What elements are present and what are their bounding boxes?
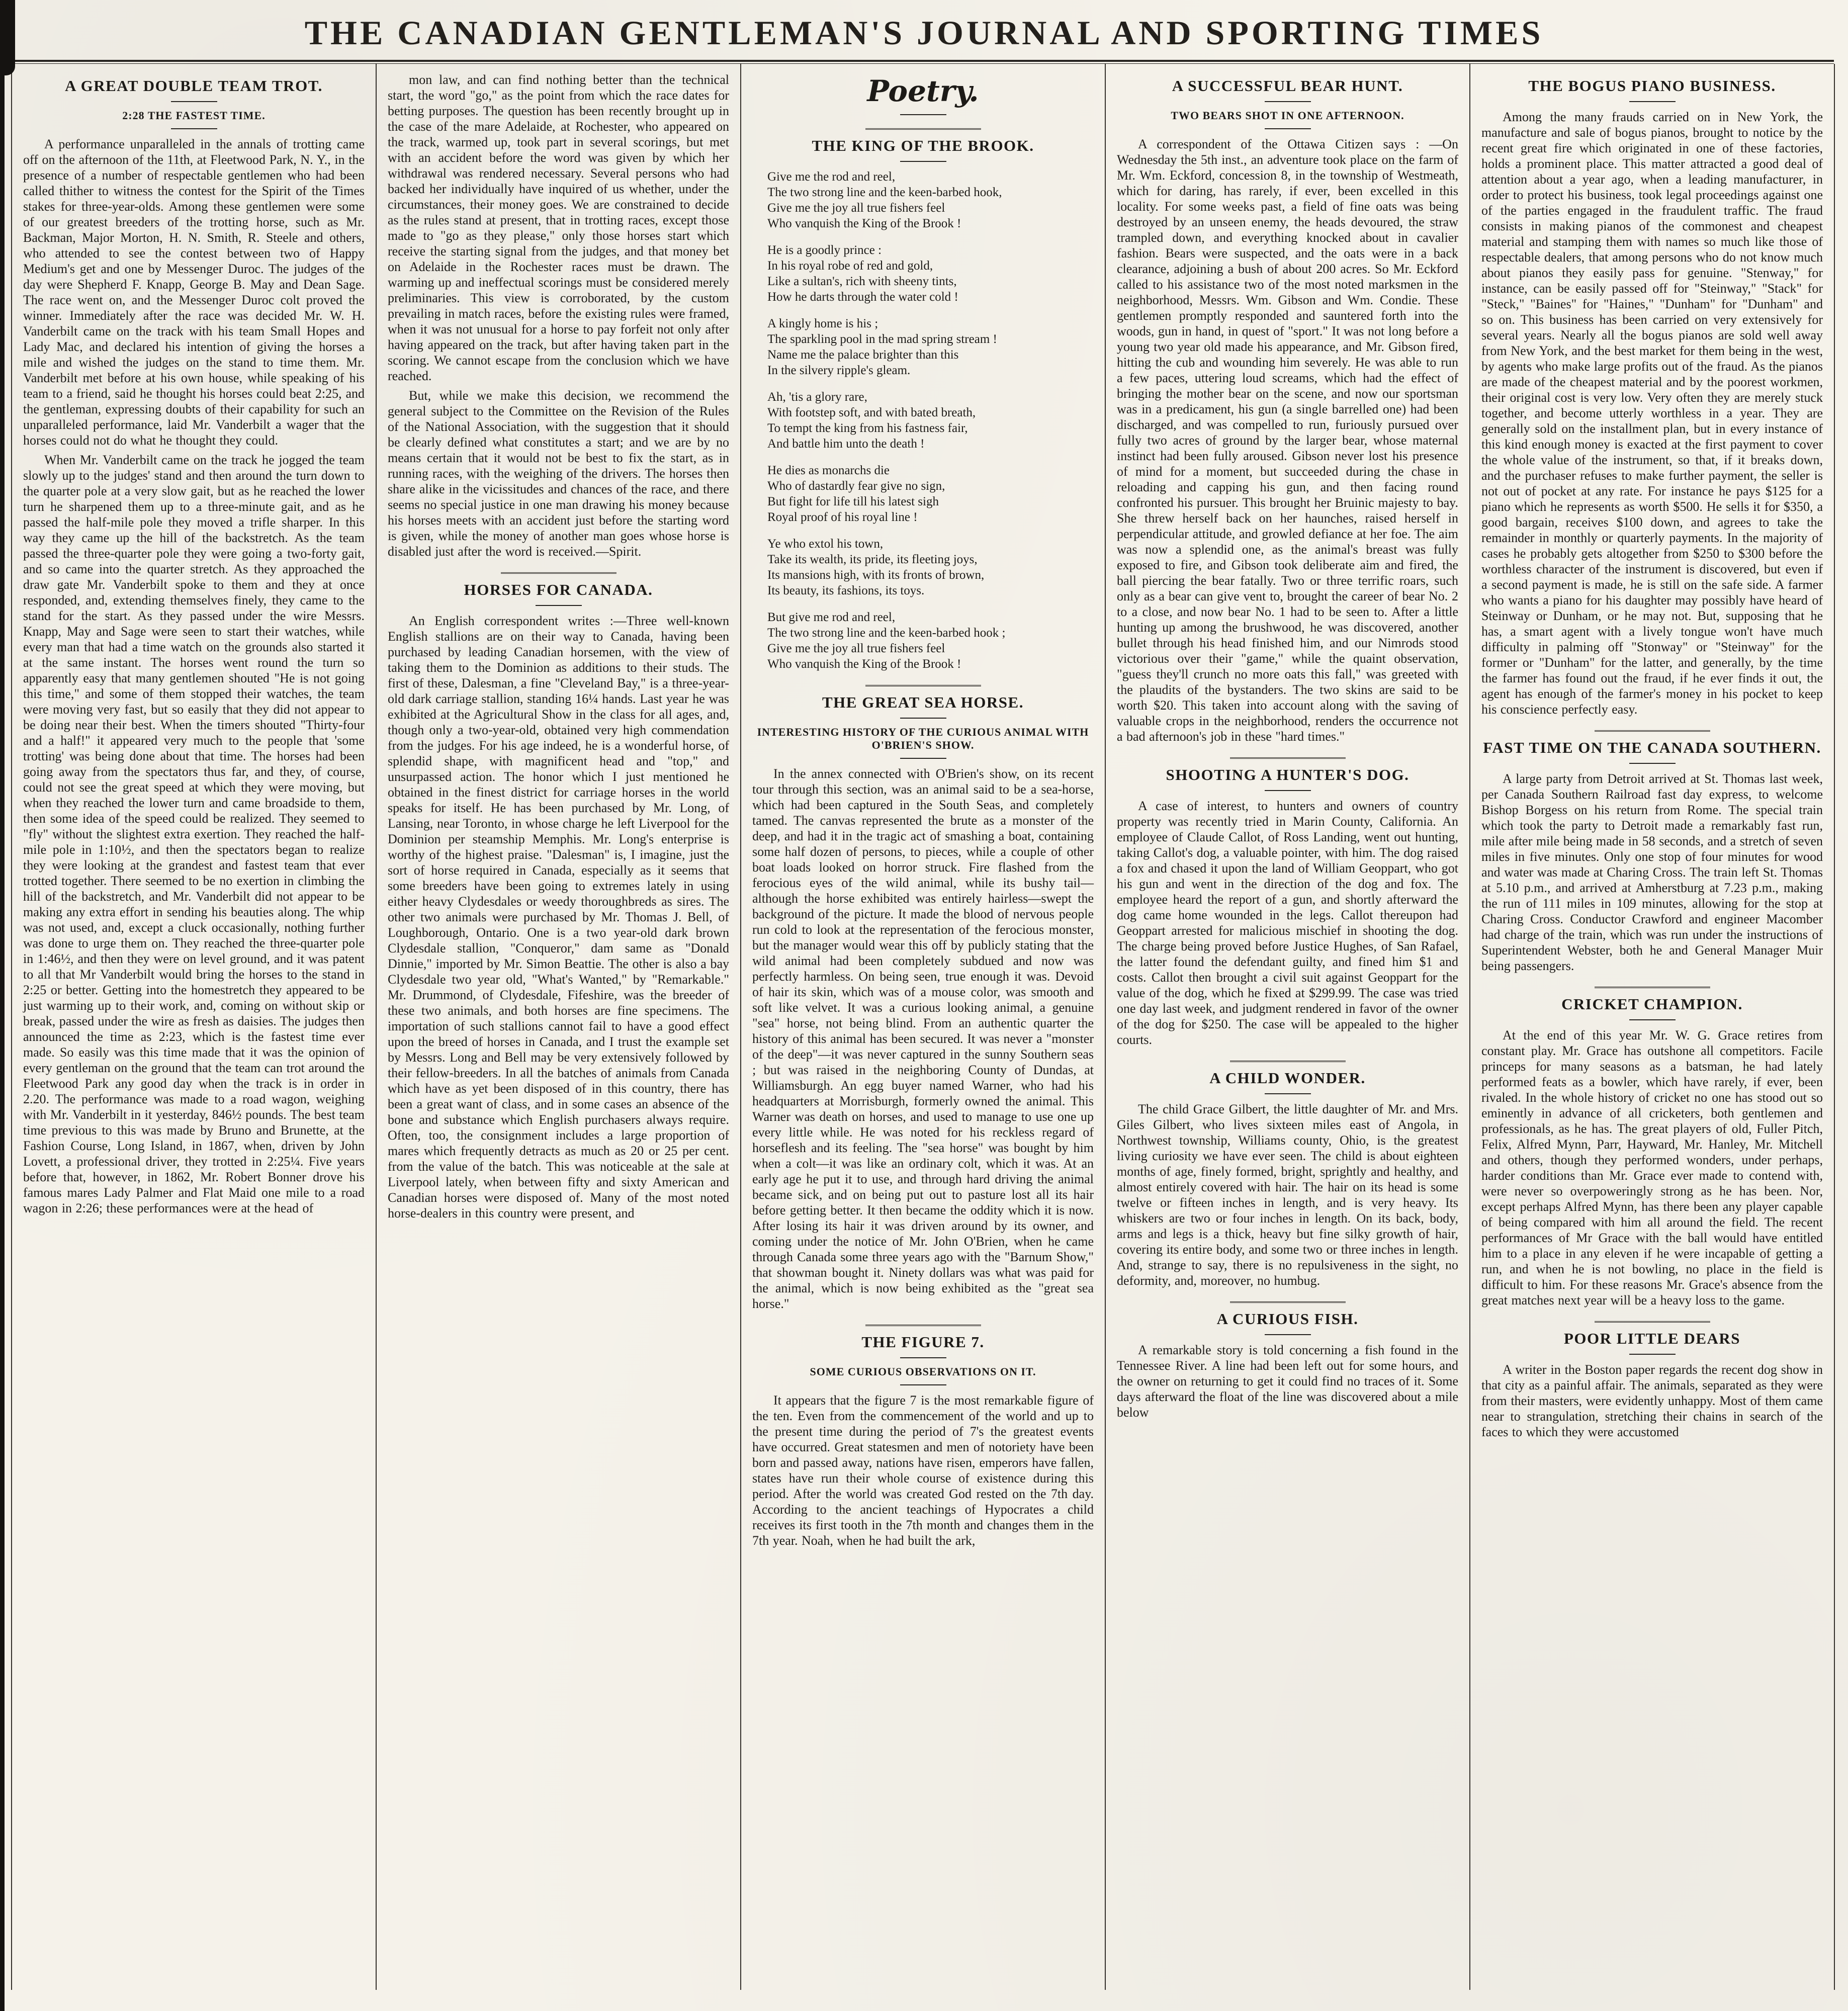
headline-rule <box>900 161 946 162</box>
headline-rule <box>536 605 582 606</box>
masthead <box>0 0 1848 60</box>
article-headline: A SUCCESSFUL BEAR HUNT. <box>1172 77 1403 95</box>
scan-corner-blot <box>0 0 15 75</box>
article-subhead: SOME CURIOUS OBSERVATIONS ON IT. <box>810 1365 1036 1378</box>
article-divider <box>865 1325 981 1326</box>
poem-line: The two strong line and the keen-barbed hook ; <box>767 626 1006 640</box>
article-paragraph: At the end of this year Mr. W. G. Grace retires from constant play. Mr. Grace has outshone all competitors. Facile princeps for many seasons as a batsman, he had lately performed feats as a bowler, which have rarely, if ever, been rivaled. In the whole history of cricket no one has stood out so eminently in advance of all cricketers, both gentlemen and professionals, as he has. The great players of old, Fuller Pitch, Felix, Alfred Mynn, Parr, Hayward, Mr. Hanley, Mr. Mitchell and others, though they performed wonders, under perhaps, harder conditions than Mr. Grace ever made to contend with, were never so overpoweringly strong as he has been. Nor, except perhaps Alfred Mynn, has there been any player capable of being compared with him all around the field. The recent performances of Mr Grace with the ball would have entitled him to a place in any eleven if he were incapable of getting a run, and when he is not bowling, no place in the field is difficult to him. For these reasons Mr. Grace's absence from the great matches next year will be a heavy loss to the game. <box>1481 1028 1823 1307</box>
column-1 <box>11 64 377 1990</box>
article-divider <box>1595 1321 1710 1323</box>
headline-rule <box>171 101 217 102</box>
subhead-rule <box>171 128 217 129</box>
column-3 <box>741 64 1106 1990</box>
article-paragraph: But, while we make this decision, we recommend the general subject to the Committee on the Revision of the Rules of the National Association, with the suggestion that it should be clearly defined what constitutes a start; and we are by no means certain that it would not be best to fix the start, as in running races, with the weighing of the drivers. The horses then share alike in the vicissitudes and chances of the race, and there seems no special justice in one man drawing his money because his horses meets with an accident just before the starting word is given, while the money of another man goes whose horse is disabled just after the word is received.—Spirit. <box>388 388 729 559</box>
poem-stanza <box>767 242 1094 305</box>
headline-rule <box>1629 1019 1676 1020</box>
article-paragraph: An English correspondent writes :—Three well-known English stallions are on their way to Canada, having been purchased by leading Canadian horsemen, with the view of taking them to the Dominion as additions to their studs. The first of these, Dalesman, a fine "Cleveland Bay," is a three-year-old dark carriage stallion, standing 16¼ hands. Last year he was exhibited at the Agricultural Show in the class for all ages, and, though only a two-year-old, obtained very high commendation from the judges. For his age indeed, he is a wonderful horse, of splendid shape, with magnificent head and "top," and unsurpassed action. The honor which I just mentioned he obtained in the finest district for carriage horses in the world speaks for itself. He has been purchased by Mr. Long, of Lansing, near Toronto, in whose charge he left Liverpool for the Dominion per steamship Memphis. Mr. Long's enterprise is worthy of the highest praise. "Dalesman" is, I imagine, just the sort of horse required in Canada, especially as it seems that some breeders have been going to extremes lately in using either heavy Clydesdales or weedy thoroughbreds as sires. The other two animals were purchased by Mr. Thomas J. Bell, of Loughborough, Ontario. One is a two year-old dark brown Clydesdale stallion, "Conqueror," dam same as "Donald Dinnie," imported by Mr. Simon Beattie. The other is also a bay Clydesdale two year old, "What's Wanted," by "Remarkable." Mr. Drummond, of Clydesdale, Fifeshire, was the breeder of these two animals, and both horses are fine specimens. The importation of such stallions cannot fail to have a good effect upon the breed of horses in Canada, and I trust the example set by Messrs. Long and Bell may be very extensively followed by their fellow-breeders. In all the batches of animals from Canada which have as yet been disposed of in this country, there has been a great want of class, and in some cases an absence of the bone and substance which English purchasers always require. Often, too, the consignment includes a large proportion of mares which frequently detracts as much as 20 or 25 per cent. from the value of the batch. This was noticeable at the sale at Liverpool lately, when between fifty and sixty American and Canadian horses were disposed of. Many of the most noted horse-dealers in this country were present, and <box>388 614 729 1220</box>
article-paragraph: Among the many frauds carried on in New York, the manufacture and sale of bogus pianos, brought to notice by the recent great fire which originated in one of these factories, holds a prominent place. This matter attracted a good deal of attention about a year ago, when a leading manufacturer, in order to protect his business, took legal proceedings against one of the parties engaged in the fraudulent traffic. The fraud consists in making pianos of the commonest and cheapest material and stamping them with names so much like those of respectable dealers, that among persons who do not know much about pianos they easily pass for genuine. "Stenway," for instance, can be easily passed off for "Steinway," "Stack" for "Steck," "Baines" for "Haines," "Dunham" for "Dunham" and so on. This business has been carried on very extensively for several years. Nearly all the bogus pianos are sold well away from New York, and the best market for them being in the west, by agents who make large profits out of the fraud. As the pianos are made of the cheapest material and by the poorest workmen, their original cost is very low. Very often they are merely stuck together, and become utterly worthless in a year. They are generally sold on the installment plan, but in every instance of this kind enough money is exacted at the first payment to cover the whole value of the instrument, so that, if it breaks down, and the purchaser refuses to make further payment, the seller is not out of pocket at any rate. For instance he pays $125 for a piano which he represents as worth $500. He sells it for $350, a good bargain, receives $100 down, and agrees to take the remainder in monthly or quarterly payments. In the majority of cases he probably gets altogether from $250 to $300 before the worthless character of the instrument is discovered, but even if a second payment is made, he is still on the safe side. A farmer who wants a piano for his daughter may possibly have heard of Steinway or Dunham, or he may not. But, supposing that he has, a smart agent with a lively tongue won't have much difficulty in palming off "Stonway" or "Steinway" for the former or "Dunham" for the latter, and generally, by the time the farmer has found out the fraud, if he ever finds it out, the agent has enough of the farmer's money in his pocket to keep his conscience perfectly easy. <box>1481 110 1823 717</box>
article-headline: SHOOTING A HUNTER'S DOG. <box>1166 766 1410 783</box>
poem-line: He is a goodly prince : <box>767 243 882 257</box>
headline-rule <box>1265 1093 1311 1094</box>
article-headline: THE FIGURE 7. <box>861 1333 985 1351</box>
masthead-rule <box>10 60 1834 64</box>
article-divider <box>1230 1061 1346 1062</box>
poem-line: In his royal robe of red and gold, <box>767 259 933 273</box>
article-headline: HORSES FOR CANADA. <box>464 581 653 598</box>
article-subhead: 2:28 THE FASTEST TIME. <box>122 109 266 122</box>
article-headline: POOR LITTLE DEARS <box>1563 1330 1741 1347</box>
article-paragraph: A writer in the Boston paper regards the recent dog show in that city as a painful affair. The animals, separated as they were from their masters, were evidently unhappy. Most of them came near to strangulation, stretching their chains in search of the faces to which they were accustomed <box>1481 1362 1823 1439</box>
poem-line: Its mansions high, with its fronts of brown, <box>767 568 985 582</box>
poem-line: To tempt the king from his fastness fair, <box>767 421 968 435</box>
poem-line: But give me rod and reel, <box>767 610 896 624</box>
column-5 <box>1470 64 1835 1990</box>
article-headline: CRICKET CHAMPION. <box>1561 995 1743 1013</box>
headline-rule <box>1629 101 1676 102</box>
article-headline: A CHILD WONDER. <box>1209 1069 1366 1087</box>
subhead-rule <box>900 1384 946 1385</box>
article-divider <box>1230 1301 1346 1303</box>
article-subhead: INTERESTING HISTORY OF THE CURIOUS ANIMAL WITH O'BRIEN'S SHOW. <box>757 726 1089 751</box>
column-2 <box>377 64 741 1990</box>
poem-line: A kingly home is his ; <box>767 317 878 330</box>
article-divider <box>1230 757 1346 759</box>
section-title-rule <box>900 114 946 115</box>
poem-line: With footstep soft, and with bated breath, <box>767 406 976 419</box>
poem-line: And battle him unto the death ! <box>767 437 925 451</box>
poem-stanza <box>767 463 1094 525</box>
scan-edge-artifact <box>0 0 5 2011</box>
poem-line: The two strong line and the keen-barbed hook, <box>767 186 1002 199</box>
poem-line: Its beauty, its fashions, its toys. <box>767 584 925 597</box>
poem-line: In the silvery ripple's gleam. <box>767 364 911 377</box>
article-divider <box>865 128 981 130</box>
poem-line: Ah, 'tis a glory rare, <box>767 390 867 404</box>
poem-line: Who vanquish the King of the Brook ! <box>767 657 961 671</box>
poem-stanza <box>767 389 1094 452</box>
article-paragraph: The child Grace Gilbert, the little daughter of Mr. and Mrs. Giles Gilbert, who lives sixteen miles east of Angola, in Northwest township, Williams county, Ohio, is the greatest living curiosity we have ever seen. The child is about eighteen months of age, finely formed, bright, sprightly and healthy, and almost entirely covered with hair. The hair on its head is some twelve or fifteen inches in length, and is very heavy. Its whiskers are two or four inches in length. On its back, body, arms and legs is a thick, heavy but fine silky growth of hair, covering its entire body, and some two or three inches in length. And, strange to say, there is no repulsiveness in the sight, no deformity, and, moreover, no humbug. <box>1117 1102 1458 1288</box>
poem-line: He dies as monarchs die <box>767 464 890 477</box>
article-paragraph: When Mr. Vanderbilt came on the track he jogged the team slowly up to the judges' stand and then around the turn down to the quarter pole at a very slow gait, but as he reached the lower turn he sharpened them up to a three-minute gait, and as he passed the half-mile pole they moved a trifle sharper. In this way they came up the hill of the backstretch. As the team passed the three-quarter pole they were going a two-forty gait, and so came into the quarter stretch. As they approached the draw gate Mr. Vanderbilt spoke to them and they at once responded, and, extending themselves finely, they came to the stand for the start. As they passed under the wire Messrs. Knapp, May and Sage were seen to start their watches, while every man that had a time watch on the grounds also started it at the same instant. The horses went round the turn so apparently easy that many gentlemen shouted "He is not going this time," and some of them stopped their watches, the team were moving very fast, but so easily that they did not appear to be doing near their best. When the timers shouted "Thirty-four and a half!" it appeared very much to the people that 'some trotting' was being done about that time. The horses had been going away from the spectators thus far, and they, of course, could not see the great speed at which they were moving, but when they reached the lower turn and came broadside to them, then some idea of the speed could be realized. They seemed to "fly" without the slightest extra exertion. They reached the half-mile pole in 1:10½, and then the spectators began to realize they were looking at the grandest and fastest team that ever trotted together. There seemed to be no exertion in climbing the hill of the backstretch, and Mr. Vanderbilt did not appear to be making any extra effort in sending his beauties along. The whip was not used, and, except a cluck occasionally, nothing further was done to urge them on. They reached the three-quarter pole in 1:46½, and then they were on level ground, and it was patent to all that Mr Vanderbilt would bring the horses to the stand in 2:25 or better. Getting into the homestretch they appeared to be just warming up to their work, and, coming on without skip or break, passed under the wire as fresh as daisies. The judges then announced the time as 2:23, which is the fastest time ever made. So easily was this time made that it was the opinion of every gentleman on the ground that the team can trot around the Fleetwood Park any good day when the track is in order in 2.20. The performance was made to a road wagon, weighing with Mr. Vanderbilt in it yesterday, 846½ pounds. The best team time previous to this was made by Bruno and Brunette, at the Fashion Course, Long Island, in 1867, when, driven by John Lovett, a professional driver, they trotted in 2:25¼. Five years before that, however, in 1862, Mr. Robert Bonner drove his famous mares Lady Palmer and Flat Maid one mile to a road wagon in 2:26; these performances were at the head of <box>23 453 365 1215</box>
headline-rule <box>900 1357 946 1358</box>
article-paragraph: A large party from Detroit arrived at St. Thomas last week, per Canada Southern Railroad fast day express, to welcome Bishop Borgess on his return from Rome. The special train which took the party to Detroit made a remarkably fast run, mile after mile being made in 58 seconds, and a stretch of seven miles in five minutes. Only one stop of four minutes for wood and water was made at Charing Cross. The train left St. Thomas at 5.10 p.m., and arrived at Amherstburg at 7.23 p.m., making the run of 111 miles in 109 minutes, allowing for the stop at Charing Cross. Conductor Crawford and engineer Macomber had charge of the train, which was run under the instructions of Superintendent Webster, both he and General Manager Muir being passengers. <box>1481 771 1823 973</box>
article-divider <box>1595 987 1710 988</box>
poem-stanza <box>767 536 1094 598</box>
article-headline: FAST TIME ON THE CANADA SOUTHERN. <box>1483 739 1821 756</box>
poem-line: Like a sultan's, rich with sheeny tints, <box>767 275 957 288</box>
headline-rule <box>900 718 946 719</box>
headline-rule <box>1629 1354 1676 1355</box>
article-headline: A CURIOUS FISH. <box>1216 1310 1359 1328</box>
poem-line: Take its wealth, its pride, its fleeting joys, <box>767 553 978 566</box>
poetry-section-title: Poetry. <box>867 74 979 108</box>
article-paragraph: A performance unparalleled in the annals of trotting came off on the afternoon of the 11th, at Fleetwood Park, N. Y., in the presence of a number of respectable gentlemen who had been called thither to witness the contest for the Spirit of the Times stakes for three-year-olds. Among these gentlemen were some of our greatest breeders of the trotting horse, such as Mr. Backman, Major Morton, H. N. Smith, R. Steele and others, who attended to see the contest between two of Happy Medium's get and one by Messenger Duroc. The judges of the day were Shepherd F. Knapp, George B. May and Dean Sage. The race went on, and the Messenger Duroc colt proved the winner. Immediately after the race was decided Mr. W. H. Vanderbilt came on the track with his team Small Hopes and Lady Mac, and declared his intention of giving the horses a mile and wished the judges on the stand to time them. Mr. Vanderbilt met before at his own house, while speaking of his team to a friend, said he thought his horses could beat 2:25, and the gentleman, expressing doubts of their capability for such an unparalleled performance, laid Mr. Vanderbilt a wager that the horses could not do what he thought they could. <box>23 137 365 448</box>
masthead-title: THE CANADIAN GENTLEMAN'S JOURNAL AND SPORTING TIMES <box>304 14 1544 52</box>
article-headline: THE GREAT SEA HORSE. <box>822 693 1024 711</box>
poem-line: Who of dastardly fear give no sign, <box>767 479 945 493</box>
article-subhead: TWO BEARS SHOT IN ONE AFTERNOON. <box>1171 109 1404 122</box>
article-headline: THE KING OF THE BROOK. <box>812 137 1034 154</box>
page-columns <box>11 64 1835 1990</box>
subhead-rule <box>900 758 946 759</box>
article-paragraph: A remarkable story is told concerning a fish found in the Tennessee River. A line had been left out for some hours, and the owner on returning to get it could find no traces of it. Some days afterward the float of the line was discovered about a mile below <box>1117 1343 1458 1420</box>
poem-line: Who vanquish the King of the Brook ! <box>767 217 961 230</box>
headline-rule <box>1265 790 1311 791</box>
article-divider <box>501 572 617 574</box>
column-4 <box>1106 64 1470 1990</box>
article-paragraph: In the annex connected with O'Brien's show, on its recent tour through this section, was an animal said to be a sea-horse, which had been captured in the South Seas, and completely tamed. The canvas represented the brute as a monster of the deep, and had it in the tragic act of smashing a boat, containing some half dozen of persons, to pieces, while a couple of other boat loads looked on horror struck. Fire flashed from the ferocious eyes of the wild animal, while its bushy tail—although the horse exhibited was entirely hairless—swept the background of the picture. It made the blood of nervous people run cold to look at the representation of the ferocious monster, but the manager would wear this off by publicly stating that the wild animal had been completely subdued and now was perfectly harmless. On being seen, true enough it was. Devoid of hair its skin, which was of a mouse color, was smooth and soft like velvet. It was a curious looking animal, a genuine "sea" horse, not being blind. From an authentic quarter the history of this animal has been secured. It was never a "monster of the deep"—it was never captured in the sunny Southern seas ; but was raised in the neighboring County of Dundas, at Williamsburgh. An egg buyer named Warner, who had his headquarters at Morrisburgh, formerly owned the animal. This Warner was death on horses, and used to manage to use one up every little while. He was noted for his reckless regard of horseflesh and its feeling. The "sea horse" was bought by him when a colt—it was like an ordinary colt, which it was. At an early age he put it to use, and through hard driving the animal became sick, and on being put out to pasture lost all its hair before getting better. It then became the oddity which it is now. After losing its hair it was driven around by its owner, and coming under the notice of Mr. John O'Brien, when he came through Canada some three years ago with the "Barnum Show," that showman bought it. Ninety dollars was what was paid for the animal, which is now being exhibited as the "great sea horse." <box>752 766 1094 1311</box>
article-paragraph: It appears that the figure 7 is the most remarkable figure of the ten. Even from the commencement of the world and up to the present time during the period of 7's the greatest events have occurred. Great statesmen and men of notoriety have been born and passed away, nations have risen, emperors have fallen, states have run their whole course of existence during this period. After the world was created God rested on the 7th day. According to the ancient teachings of Hypocrates a child receives its first tooth in the 7th month and changes them in the 7th year. Noah, when he had built the ark, <box>752 1393 1094 1548</box>
poem-stanza <box>767 609 1094 672</box>
poem-line: The sparkling pool in the mad spring stream ! <box>767 332 997 346</box>
poem-line: Royal proof of his royal line ! <box>767 510 918 524</box>
poem-line: Ye who extol his town, <box>767 537 884 551</box>
article-divider <box>865 685 981 686</box>
poem <box>752 169 1094 672</box>
poem-line: But fight for life till his latest sigh <box>767 495 939 508</box>
subhead-rule <box>1265 128 1311 129</box>
poem-stanza <box>767 169 1094 231</box>
article-divider <box>1595 730 1710 732</box>
poem-line: Name me the palace brighter than this <box>767 348 959 362</box>
article-paragraph: A case of interest, to hunters and owners of country property was recently tried in Marin County, California. An employee of Claude Callot, of Ross Landing, went out hunting, taking Callot's dog, a valuable pointer, with him. The dog raised a fox and chased it upon the land of William Geoppart, who got his gun and went in the direction of the dog and fox. The employee heard the report of a gun, and shortly afterward the dog came home wounded in the legs. Callot thereupon had Geoppart arrested for malicious mischief in shooting the dog. The charge being proved before Justice Hughes, of San Rafael, the latter found the defendant guilty, and fined him $1 and costs. Callot then brought a civil suit against Geoppart for the value of the dog, which he fixed at $299.99. The case was tried one day last week, and judgment rendered in favor of the owner of the dog for $250. The case will be appealed to the higher courts. <box>1117 799 1458 1047</box>
article-paragraph: mon law, and can find nothing better than the technical start, the word "go," as the point from which the race dates for betting purposes. The question has been recently brought up in the case of the mare Adelaide, at Rochester, who appeared on the track, warmed up, took part in several scorings, but met with an accident before the word was given by which her withdrawal was rendered necessary. Several persons who had backed her individually have inquired of us whether, under the circumstances, their money goes. We are constrained to decide as the rules stand at present, that in trotting races, except those made to "go as they please," only those horses start which receive the starting signal from the judges, and that money bet on Adelaide in the Rochester races must be drawn. The warming up and ineffectual scorings must be considered merely preliminaries. This view is corroborated, by the custom prevailing in match races, before the existing rules were framed, when it was not unusual for a horse to pay forfeit not only after having appeared on the track, but after having taken part in the scoring. We cannot escape from the conclusion which we have reached. <box>388 72 729 383</box>
poem-line: How he darts through the water cold ! <box>767 290 958 304</box>
poem-line: Give me the rod and reel, <box>767 170 896 184</box>
article-headline: A GREAT DOUBLE TEAM TROT. <box>65 77 323 95</box>
article-headline: THE BOGUS PIANO BUSINESS. <box>1528 77 1776 95</box>
poem-line: Give me the joy all true fishers feel <box>767 642 945 655</box>
article-paragraph: A correspondent of the Ottawa Citizen says : —On Wednesday the 5th inst., an adventure took place on the farm of Mr. Wm. Eckford, concession 8, in the township of Westmeath, which for daring, has rarely, if ever, been excelled in this locality. For some weeks past, a field of fine oats was being destroyed by an unseen enemy, the heads devoured, the straw trampled down, and everything knocked about in cavalier fashion. Bears were suspected, and the oats were in a back clearance, adjoining a bush of about 200 acres. So Mr. Eckford called to his assistance two of the most noted marksmen in the neighborhood, Messrs. Wm. Gibson and Wm. Condie. These gentlemen promptly responded and sauntered forth into the woods, gun in hand, in quest of "sport." It was not long before a young two year old made his appearance, and Mr. Gibson fired, hitting the cub and wounding him severely. He was able to run a few paces, uttering loud screams, which had the effect of bringing the mother bear on the scene, and now our sportsman was in a predicament, his gun (a single barrelled one) had been discharged, and was compelled to run, furiously pursued over fully two acres of ground by the larger bear, whose maternal instinct had been fully aroused. Gibson never lost his presence of mind for a moment, but succeeded during the chase in reloading and capping his gun, and then facing round confronted his pursuer. This brought her Bruinic majesty to bay. She threw herself back on her haunches, raised herself in perpendicular attitude, and growled defiance at her foe. The aim was now a splendid one, as the animal's breast was fully exposed to fire, and Gibson took deliberate aim and fired, the ball piercing the bear fatally. Two or three terrific roars, such only as a bear can give vent to, brought the career of bear No. 2 to a close, and now bear No. 1 had to be seen to. After a little hunting up among the brushwood, he was discovered, another bullet through his head finished him, and our Nimrods stood victorious over their "game," while the quaint observation, "guess they'll crunch no more oats this fall," was greeted with the plaudits of the bystanders. The two skins are said to be worth $20. This taken into account along with the saving of valuable crops in the neighborhood, renders the occurrence not a bad afternoon's job in these "hard times." <box>1117 137 1458 744</box>
poem-stanza <box>767 316 1094 378</box>
poem-line: Give me the joy all true fishers feel <box>767 201 945 215</box>
headline-rule <box>1265 1334 1311 1335</box>
headline-rule <box>1629 763 1676 764</box>
headline-rule <box>1265 101 1311 102</box>
